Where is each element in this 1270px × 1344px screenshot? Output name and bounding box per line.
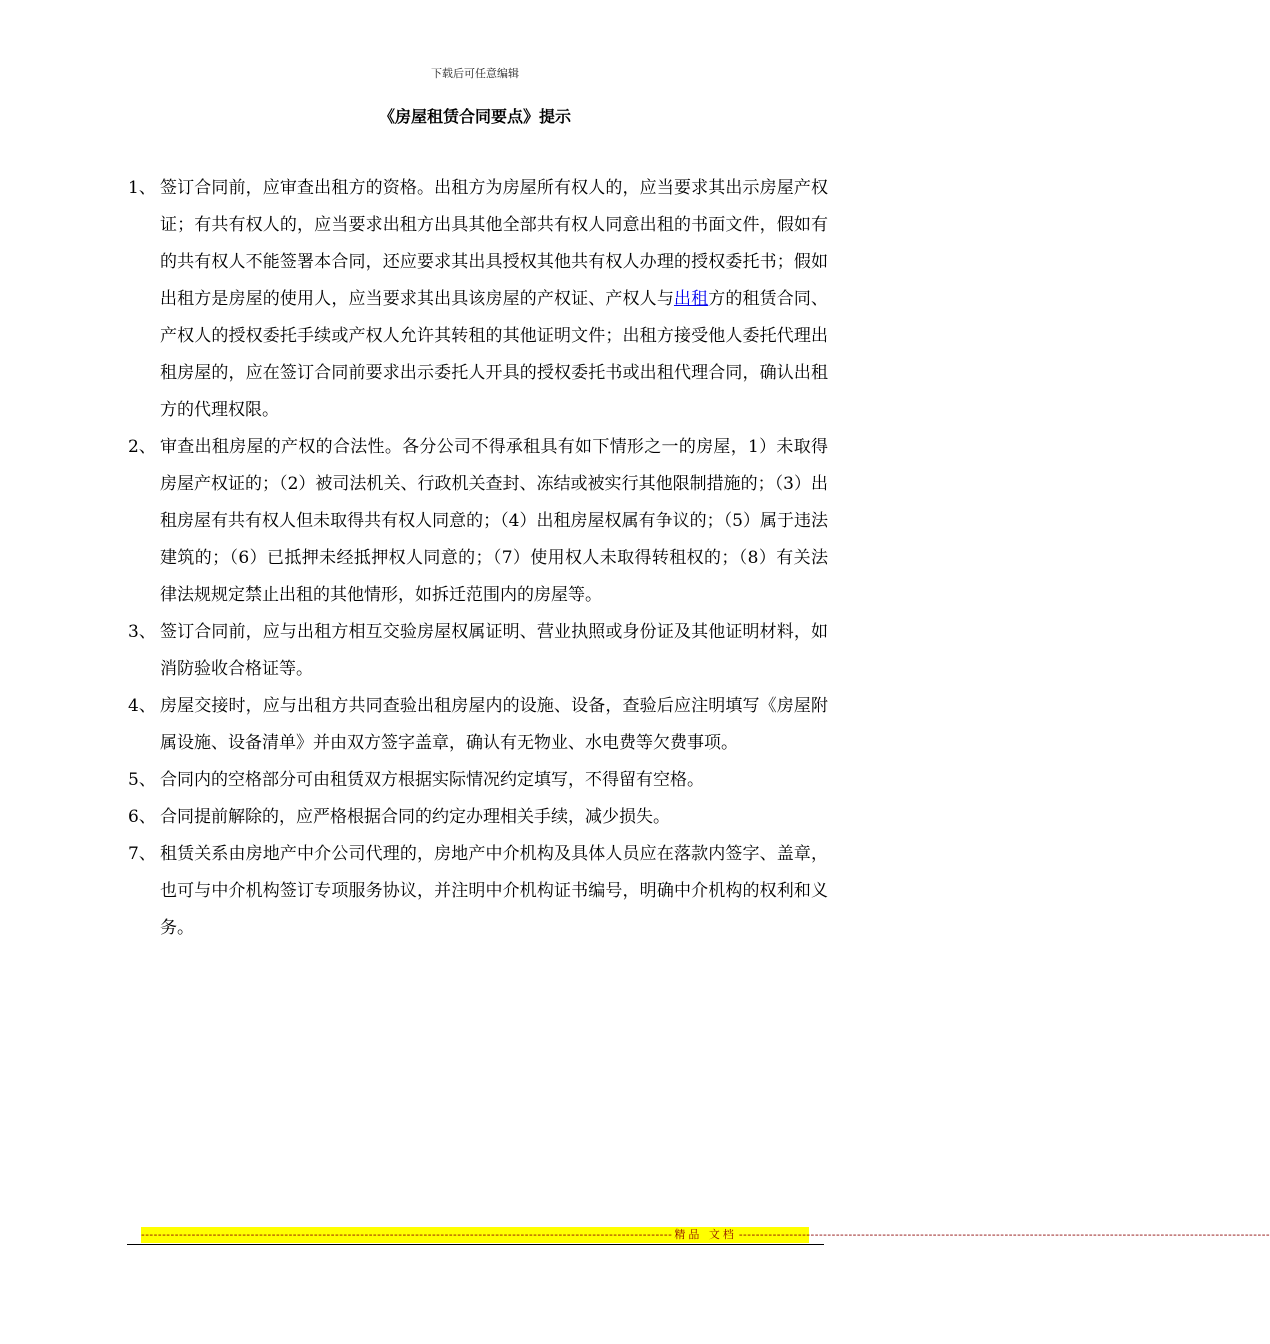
item-number: 2、 bbox=[128, 437, 156, 457]
item-number: 6、 bbox=[128, 807, 156, 827]
tips-list bbox=[128, 170, 828, 947]
item-number: 1、 bbox=[128, 178, 156, 198]
list-item-6 bbox=[128, 799, 828, 836]
rent-link[interactable]: 出租 bbox=[673, 289, 709, 309]
item-number: 4、 bbox=[128, 696, 156, 716]
item-text: 合同提前解除的，应严格根据合同的约定办理相关手续，减少损失。 bbox=[160, 807, 670, 827]
list-item-1 bbox=[128, 170, 828, 429]
item-number: 5、 bbox=[128, 770, 156, 790]
item-text: 签订合同前，应与出租方相互交验房屋权属证明、营业执照或身份证及其他证明材料，如消防验收合格证等。 bbox=[160, 622, 828, 679]
footer-label: 精品 文档 bbox=[674, 1228, 737, 1241]
list-item-5 bbox=[128, 762, 828, 799]
page-header-note: 下载后可任意编辑 bbox=[431, 67, 519, 80]
item-text-part: 方的租赁合同、产权人的授权委托手续或产权人允许其转租的其他证明文件；出租方接受他人委托代理出租房屋的，应在签订合同前要求出示委托人开具的授权委托书或出租代理合同，确认出租方的代理权限。 bbox=[160, 289, 829, 420]
item-text: 房屋交接时，应与出租方共同查验出租房屋内的设施、设备，查验后应注明填写《房屋附属设施、设备清单》并由双方签字盖章，确认有无物业、水电费等欠费事项。 bbox=[160, 696, 828, 753]
item-text: 合同内的空格部分可由租赁双方根据实际情况约定填写，不得留有空格。 bbox=[160, 770, 704, 790]
list-item-3 bbox=[128, 614, 828, 688]
list-item-4 bbox=[128, 688, 828, 762]
item-text-part: 签订合同前，应审查出租方的资格。出租方为房屋所有权人的，应当要求其出示房屋产权证；有共有权人的，应当要求出租方出具其他全部共有权人同意出租的书面文件，假如有的共有权人不能签署本合同，还应要求其出具授权其他共有权人办理的授权委托书；假如出租方是房屋的使用人，应当要求其出具该房屋的产权证、产权人与 bbox=[160, 178, 828, 309]
footer-dashes-right: ------------------------------------------------------------------------------------------------------------------------------ bbox=[738, 1228, 1270, 1241]
item-number: 3、 bbox=[128, 622, 156, 642]
footer-rule bbox=[127, 1244, 824, 1245]
document-title: 《房屋租赁合同要点》提示 bbox=[378, 107, 571, 126]
footer-dashes-left: ------------------------------------------------------------------------------------------------------------------------------ bbox=[141, 1228, 673, 1241]
footer-banner bbox=[141, 1227, 1270, 1243]
list-item-7 bbox=[128, 836, 828, 947]
item-number: 7、 bbox=[128, 844, 156, 864]
list-item-2 bbox=[128, 429, 828, 614]
item-text: 审查出租房屋的产权的合法性。各分公司不得承租具有如下情形之一的房屋，1）未取得房屋产权证的；（2）被司法机关、行政机关查封、冻结或被实行其他限制措施的；（3）出租房屋有共有权人但未取得共有权人同意的；（4）出租房屋权属有争议的；（5）属于违法建筑的；（6）已抵押未经抵押权人同意的；（7）使用权人未取得转租权的；（8）有关法律法规规定禁止出租的其他情形，如拆迁范围内的房屋等。 bbox=[160, 437, 828, 605]
item-text bbox=[160, 170, 828, 429]
item-text: 租赁关系由房地产中介公司代理的，房地产中介机构及具体人员应在落款内签字、盖章，也可与中介机构签订专项服务协议，并注明中介机构证书编号，明确中介机构的权利和义务。 bbox=[160, 844, 828, 938]
